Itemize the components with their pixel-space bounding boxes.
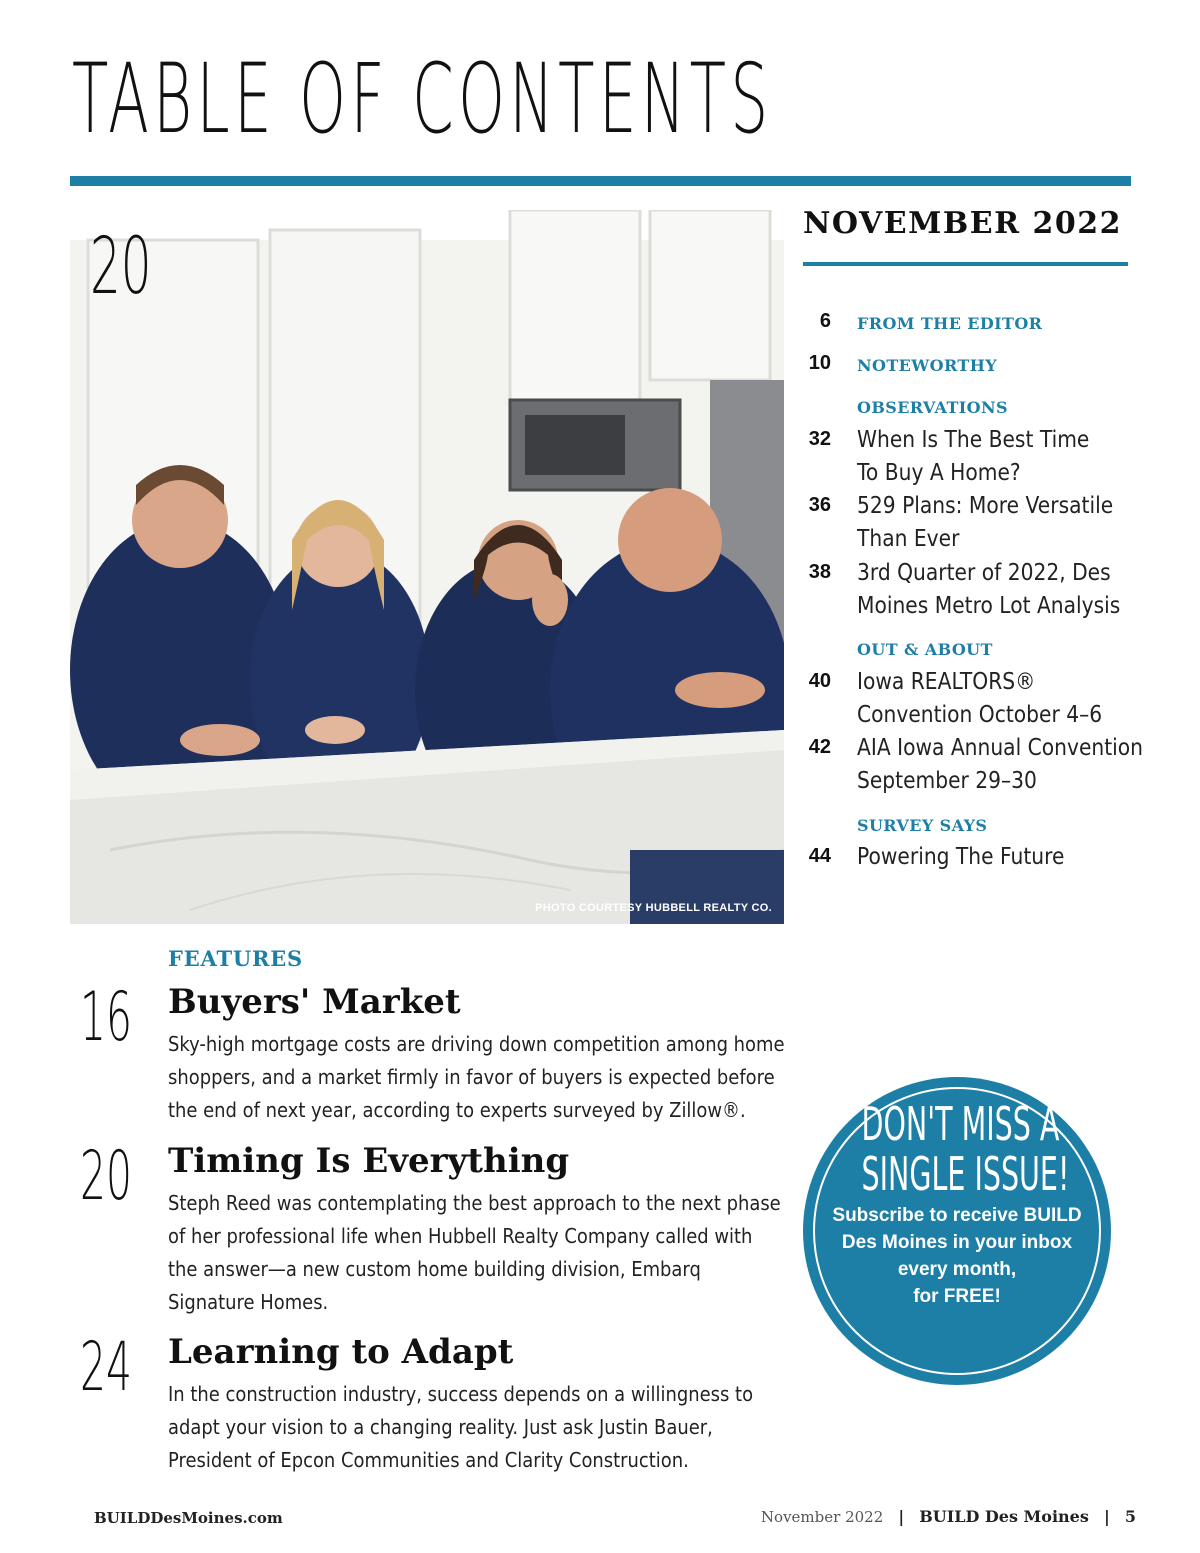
toc-page-number: 10 <box>808 352 831 374</box>
title-underline <box>70 176 1131 186</box>
feature-title: Learning to Adapt <box>168 1332 514 1372</box>
subscribe-promo-badge[interactable] <box>803 1077 1111 1385</box>
toc-title-line: Convention October 4–6 <box>857 702 1103 728</box>
photo-credit: PHOTO COURTESY HUBBELL REALTY CO. <box>535 902 772 914</box>
feature-description: In the construction industry, success depends on a willingness to adapt your vision to a changing reality. Just ask Justin Bauer, President of Epcon Communities and Clarity Construction. <box>168 1382 754 1472</box>
issue-date: NOVEMBER 2022 <box>803 206 1122 241</box>
toc-section-label: SURVEY SAYS <box>857 816 988 835</box>
footer-separator: | <box>898 1507 905 1526</box>
toc-page-number: 38 <box>808 561 831 583</box>
promo-body-line: for FREE! <box>913 1286 1001 1307</box>
footer-page-number: 5 <box>1124 1507 1136 1526</box>
promo-body-line: Subscribe to receive BUILD <box>832 1205 1082 1226</box>
feature-title: Buyers' Market <box>168 982 461 1022</box>
kitchen-team-illustration <box>70 210 784 924</box>
toc-title-line: To Buy A Home? <box>857 460 1021 486</box>
footer-separator: | <box>1103 1507 1110 1526</box>
toc-section-label: OBSERVATIONS <box>857 398 1008 417</box>
toc-page-number: 32 <box>808 428 831 450</box>
toc-page-number: 40 <box>808 670 831 692</box>
toc-section-label: OUT & ABOUT <box>857 640 993 659</box>
toc-section-label: NOTEWORTHY <box>857 356 998 375</box>
toc-title-line: Iowa REALTORS® <box>857 669 1036 695</box>
toc-title-line: AIA Iowa Annual Convention <box>857 735 1143 761</box>
features-heading: FEATURES <box>168 946 304 971</box>
toc-title-line: 529 Plans: More Versatile <box>857 493 1114 519</box>
feature-title: Timing Is Everything <box>168 1141 570 1181</box>
toc-page-number: 42 <box>808 736 831 758</box>
feature-description: Sky-high mortgage costs are driving down competition among home shoppers, and a market firmly in favor of buyers is expected before the end of next year, according to experts surveyed by Zillow®. <box>168 1032 785 1122</box>
page-title: TABLE OF CONTENTS <box>72 43 773 155</box>
promo-body <box>803 1202 1111 1310</box>
promo-headline: DON'T MISS A <box>861 1097 1060 1151</box>
feature-page-number: 20 <box>80 1137 132 1216</box>
toc-page-number: 44 <box>808 845 831 867</box>
toc-title-line: September 29–30 <box>857 768 1037 794</box>
footer-magazine-name: BUILD Des Moines <box>919 1507 1089 1526</box>
promo-body-line: Des Moines in your inbox <box>841 1232 1073 1253</box>
promo-headline: SINGLE ISSUE! <box>861 1147 1070 1201</box>
toc-section-label: FROM THE EDITOR <box>857 314 1043 333</box>
footer-date: November 2022 <box>760 1508 884 1526</box>
cover-photo-page-number: 20 <box>90 222 152 312</box>
toc-title-line: 3rd Quarter of 2022, Des <box>857 560 1111 586</box>
issue-date-underline <box>803 262 1128 266</box>
toc-page-number: 6 <box>819 310 831 332</box>
footer-website-link[interactable]: BUILDDesMoines.com <box>94 1509 283 1527</box>
footer-folio <box>761 1507 1136 1526</box>
toc-page-number: 36 <box>808 494 831 516</box>
toc-title-line: Moines Metro Lot Analysis <box>857 593 1121 619</box>
toc-title-line: Than Ever <box>857 526 960 552</box>
toc-title-line: Powering The Future <box>857 844 1065 870</box>
feature-page-number: 16 <box>80 978 132 1057</box>
feature-description: Steph Reed was contemplating the best approach to the next phase of her professional life when Hubbell Realty Company called with the answer—a new custom home building division, Embarq Signature Homes. <box>168 1191 781 1314</box>
cover-photo <box>70 210 784 924</box>
feature-page-number: 24 <box>80 1328 132 1407</box>
promo-body-line: every month, <box>897 1259 1017 1280</box>
toc-title-line: When Is The Best Time <box>857 427 1090 453</box>
